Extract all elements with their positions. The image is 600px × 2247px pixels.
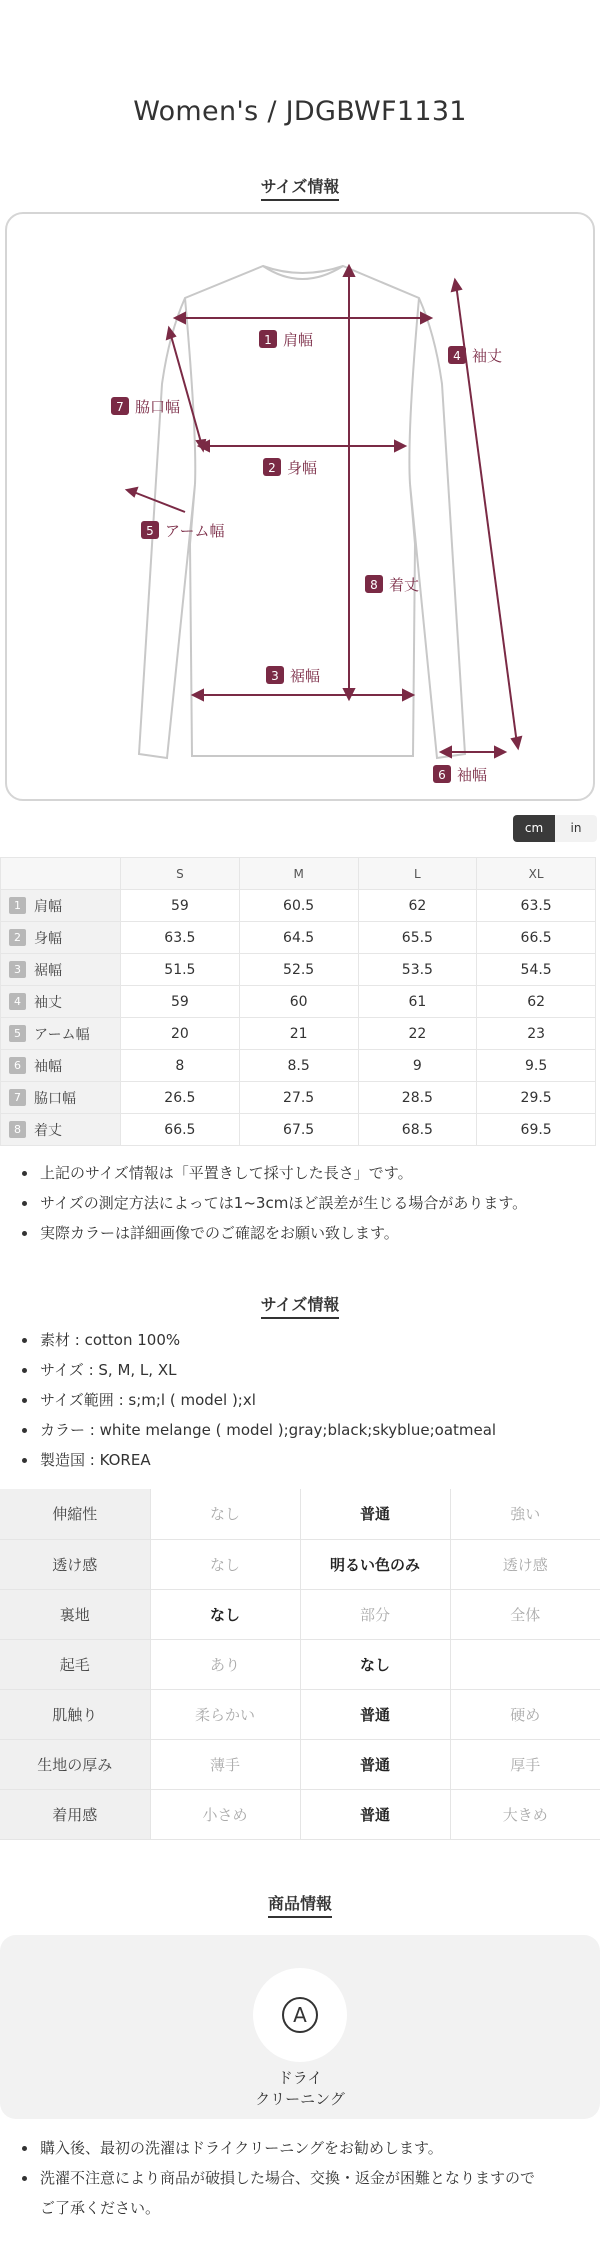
care-label-line1: ドライ — [277, 2069, 323, 2087]
table-cell: 66.5 — [121, 1114, 240, 1146]
table-row — [1, 890, 596, 922]
table-cell: 51.5 — [121, 954, 240, 986]
property-option — [450, 1639, 600, 1689]
arrow-head — [421, 313, 431, 323]
svg-text:身幅: 身幅 — [287, 459, 318, 477]
shirt-diagram-svg — [7, 214, 597, 803]
table-cell: 65.5 — [358, 922, 477, 954]
table-cell: 29.5 — [477, 1082, 596, 1114]
svg-text:2: 2 — [268, 461, 276, 475]
arrow-head — [452, 280, 461, 291]
property-name: 透け感 — [0, 1539, 150, 1589]
label-2 — [263, 458, 317, 477]
property-option: 硬め — [450, 1689, 600, 1739]
row-header — [1, 922, 121, 954]
size-info-heading — [0, 174, 600, 197]
table-cell: 60 — [239, 986, 358, 1018]
svg-text:着丈: 着丈 — [389, 576, 420, 594]
row-label: 袖丈 — [34, 994, 62, 1011]
svg-text:脇口幅: 脇口幅 — [135, 398, 181, 416]
table-row — [1, 1114, 596, 1146]
label-7 — [111, 397, 180, 416]
row-label: 脇口幅 — [34, 1090, 76, 1107]
property-option: なし — [150, 1539, 300, 1589]
table-cell: 9 — [358, 1050, 477, 1082]
row-header — [1, 1114, 121, 1146]
table-cell: 54.5 — [477, 954, 596, 986]
svg-text:7: 7 — [116, 400, 124, 414]
table-cell: 52.5 — [239, 954, 358, 986]
table-row — [1, 954, 596, 986]
list-item: 上記のサイズ情報は「平置きして採寸した長さ」です。 — [22, 1158, 582, 1188]
row-header — [1, 986, 121, 1018]
number-badge: 2 — [9, 929, 26, 946]
table-cell: 20 — [121, 1018, 240, 1050]
arrow-head — [512, 737, 521, 748]
size-header: XL — [477, 858, 596, 890]
list-item: サイズ範囲 : s;m;l ( model );xl — [22, 1385, 582, 1415]
care-notes — [22, 2133, 582, 2223]
arm-width-line — [131, 491, 185, 512]
table-cell: 23 — [477, 1018, 596, 1050]
size-table — [0, 857, 596, 1146]
property-name: 起毛 — [0, 1639, 150, 1689]
care-label-line2: クリーニング — [255, 2090, 345, 2108]
number-badge: 3 — [9, 961, 26, 978]
page-title: Women's / JDGBWF1131 — [133, 96, 467, 127]
svg-text:5: 5 — [146, 524, 154, 538]
property-row — [0, 1639, 600, 1689]
table-cell: 9.5 — [477, 1050, 596, 1082]
table-cell: 22 — [358, 1018, 477, 1050]
number-badge: 6 — [9, 1057, 26, 1074]
table-cell: 69.5 — [477, 1114, 596, 1146]
property-option: 柔らかい — [150, 1689, 300, 1739]
svg-text:1: 1 — [264, 333, 272, 347]
list-item: 購入後、最初の洗濯はドライクリーニングをお勧めします。 — [22, 2133, 582, 2163]
size-header: M — [239, 858, 358, 890]
table-cell: 53.5 — [358, 954, 477, 986]
number-badge: 1 — [9, 897, 26, 914]
size-notes — [22, 1158, 582, 1248]
number-badge: 4 — [9, 993, 26, 1010]
svg-text:袖幅: 袖幅 — [457, 766, 488, 784]
row-header — [1, 1018, 121, 1050]
number-badge: 7 — [9, 1089, 26, 1106]
property-option: 小さめ — [150, 1789, 300, 1839]
property-row — [0, 1489, 600, 1539]
care-label — [0, 2068, 600, 2110]
arrow-head — [127, 488, 137, 496]
list-item: サイズの測定方法によっては1~3cmほど誤差が生じる場合があります。 — [22, 1188, 582, 1218]
property-option: 部分 — [300, 1589, 450, 1639]
svg-text:肩幅: 肩幅 — [283, 331, 314, 349]
property-option: 普通 — [300, 1489, 450, 1539]
table-cell: 67.5 — [239, 1114, 358, 1146]
measurement-lines — [127, 266, 521, 757]
care-symbol-circle — [253, 1968, 347, 2062]
size-header: L — [358, 858, 477, 890]
table-cell: 59 — [121, 986, 240, 1018]
table-cell: 59 — [121, 890, 240, 922]
table-row — [1, 986, 596, 1018]
label-4 — [448, 346, 502, 365]
table-cell: 68.5 — [358, 1114, 477, 1146]
row-label: 身幅 — [34, 930, 62, 947]
row-label: 袖幅 — [34, 1058, 62, 1075]
svg-text:6: 6 — [438, 768, 446, 782]
svg-text:袖丈: 袖丈 — [472, 347, 503, 365]
list-item: 製造国 : KOREA — [22, 1445, 582, 1475]
armhole-line — [170, 332, 202, 446]
product-info-heading-text: 商品情報 — [268, 1894, 332, 1918]
table-cell: 63.5 — [477, 890, 596, 922]
table-cell: 8.5 — [239, 1050, 358, 1082]
arrow-head — [495, 747, 505, 757]
property-name: 着用感 — [0, 1789, 150, 1839]
table-cell: 62 — [477, 986, 596, 1018]
property-option: なし — [150, 1589, 300, 1639]
arrow-head — [344, 689, 354, 699]
spec-heading — [0, 1292, 600, 1315]
size-diagram — [5, 212, 595, 801]
list-item: 洗濯不注意により商品が破損した場合、交換・返金が困難となりますので — [22, 2163, 582, 2193]
size-table-header — [1, 858, 596, 890]
svg-text:裾幅: 裾幅 — [290, 667, 321, 685]
row-header — [1, 1082, 121, 1114]
table-cell: 63.5 — [121, 922, 240, 954]
property-option: 普通 — [300, 1739, 450, 1789]
property-option: 大きめ — [450, 1789, 600, 1839]
unit-in-button[interactable]: in — [555, 815, 597, 842]
property-option: 厚手 — [450, 1739, 600, 1789]
table-cell: 61 — [358, 986, 477, 1018]
fabric-properties-table — [0, 1489, 600, 1840]
svg-text:8: 8 — [370, 578, 378, 592]
property-name: 伸縮性 — [0, 1489, 150, 1539]
arrow-head — [197, 440, 205, 450]
property-option: なし — [150, 1489, 300, 1539]
arrow-head — [395, 441, 405, 451]
unit-toggle — [513, 815, 597, 842]
label-1 — [259, 330, 313, 349]
table-cell: 21 — [239, 1018, 358, 1050]
row-label: 裾幅 — [34, 962, 62, 979]
row-header — [1, 1050, 121, 1082]
property-option: 全体 — [450, 1589, 600, 1639]
property-option: 普通 — [300, 1689, 450, 1739]
property-row — [0, 1689, 600, 1739]
table-row — [1, 1018, 596, 1050]
property-row — [0, 1589, 600, 1639]
label-3 — [266, 666, 320, 685]
row-header — [1, 954, 121, 986]
row-label: 着丈 — [34, 1122, 62, 1139]
arrow-head — [193, 690, 203, 700]
spec-list — [22, 1325, 582, 1475]
property-option: 透け感 — [450, 1539, 600, 1589]
svg-text:3: 3 — [271, 669, 279, 683]
row-label: 肩幅 — [34, 898, 62, 915]
row-header — [1, 890, 121, 922]
property-option: 普通 — [300, 1789, 450, 1839]
property-row — [0, 1789, 600, 1839]
property-option: 薄手 — [150, 1739, 300, 1789]
size-header: S — [121, 858, 240, 890]
label-8 — [365, 575, 419, 594]
table-cell: 60.5 — [239, 890, 358, 922]
list-item: カラー : white melange ( model );gray;black;skyblue;oatmeal — [22, 1415, 582, 1445]
label-6 — [433, 765, 487, 784]
arrow-head — [441, 747, 451, 757]
number-badge: 5 — [9, 1025, 26, 1042]
row-label: アーム幅 — [34, 1026, 90, 1043]
list-item: 実際カラーは詳細画像でのご確認をお願い致します。 — [22, 1218, 582, 1248]
unit-cm-button[interactable]: cm — [513, 815, 555, 842]
svg-text:アーム幅: アーム幅 — [165, 522, 225, 540]
property-row — [0, 1739, 600, 1789]
property-option: 明るい色のみ — [300, 1539, 450, 1589]
property-name: 裏地 — [0, 1589, 150, 1639]
table-row — [1, 1082, 596, 1114]
property-option: なし — [300, 1639, 450, 1689]
table-cell: 62 — [358, 890, 477, 922]
table-cell: 26.5 — [121, 1082, 240, 1114]
table-cell: 64.5 — [239, 922, 358, 954]
table-row — [1, 922, 596, 954]
arrow-head — [403, 690, 413, 700]
property-option: あり — [150, 1639, 300, 1689]
header-blank — [1, 858, 121, 890]
size-info-heading-text: サイズ情報 — [261, 177, 340, 201]
list-item-continuation: ご了承ください。 — [40, 2199, 161, 2217]
dry-clean-icon: A — [282, 1997, 318, 2033]
number-badge: 8 — [9, 1121, 26, 1138]
product-info-heading — [0, 1891, 600, 1914]
table-cell: 27.5 — [239, 1082, 358, 1114]
property-name: 生地の厚み — [0, 1739, 150, 1789]
table-cell: 8 — [121, 1050, 240, 1082]
svg-text:4: 4 — [453, 349, 461, 363]
label-5 — [141, 521, 225, 540]
spec-heading-text: サイズ情報 — [261, 1295, 340, 1319]
property-row — [0, 1539, 600, 1589]
table-cell: 28.5 — [358, 1082, 477, 1114]
list-item: サイズ : S, M, L, XL — [22, 1355, 582, 1385]
table-cell: 66.5 — [477, 922, 596, 954]
care-box — [0, 1935, 600, 2119]
table-row — [1, 1050, 596, 1082]
property-name: 肌触り — [0, 1689, 150, 1739]
list-item: 素材 : cotton 100% — [22, 1325, 582, 1355]
property-option: 強い — [450, 1489, 600, 1539]
